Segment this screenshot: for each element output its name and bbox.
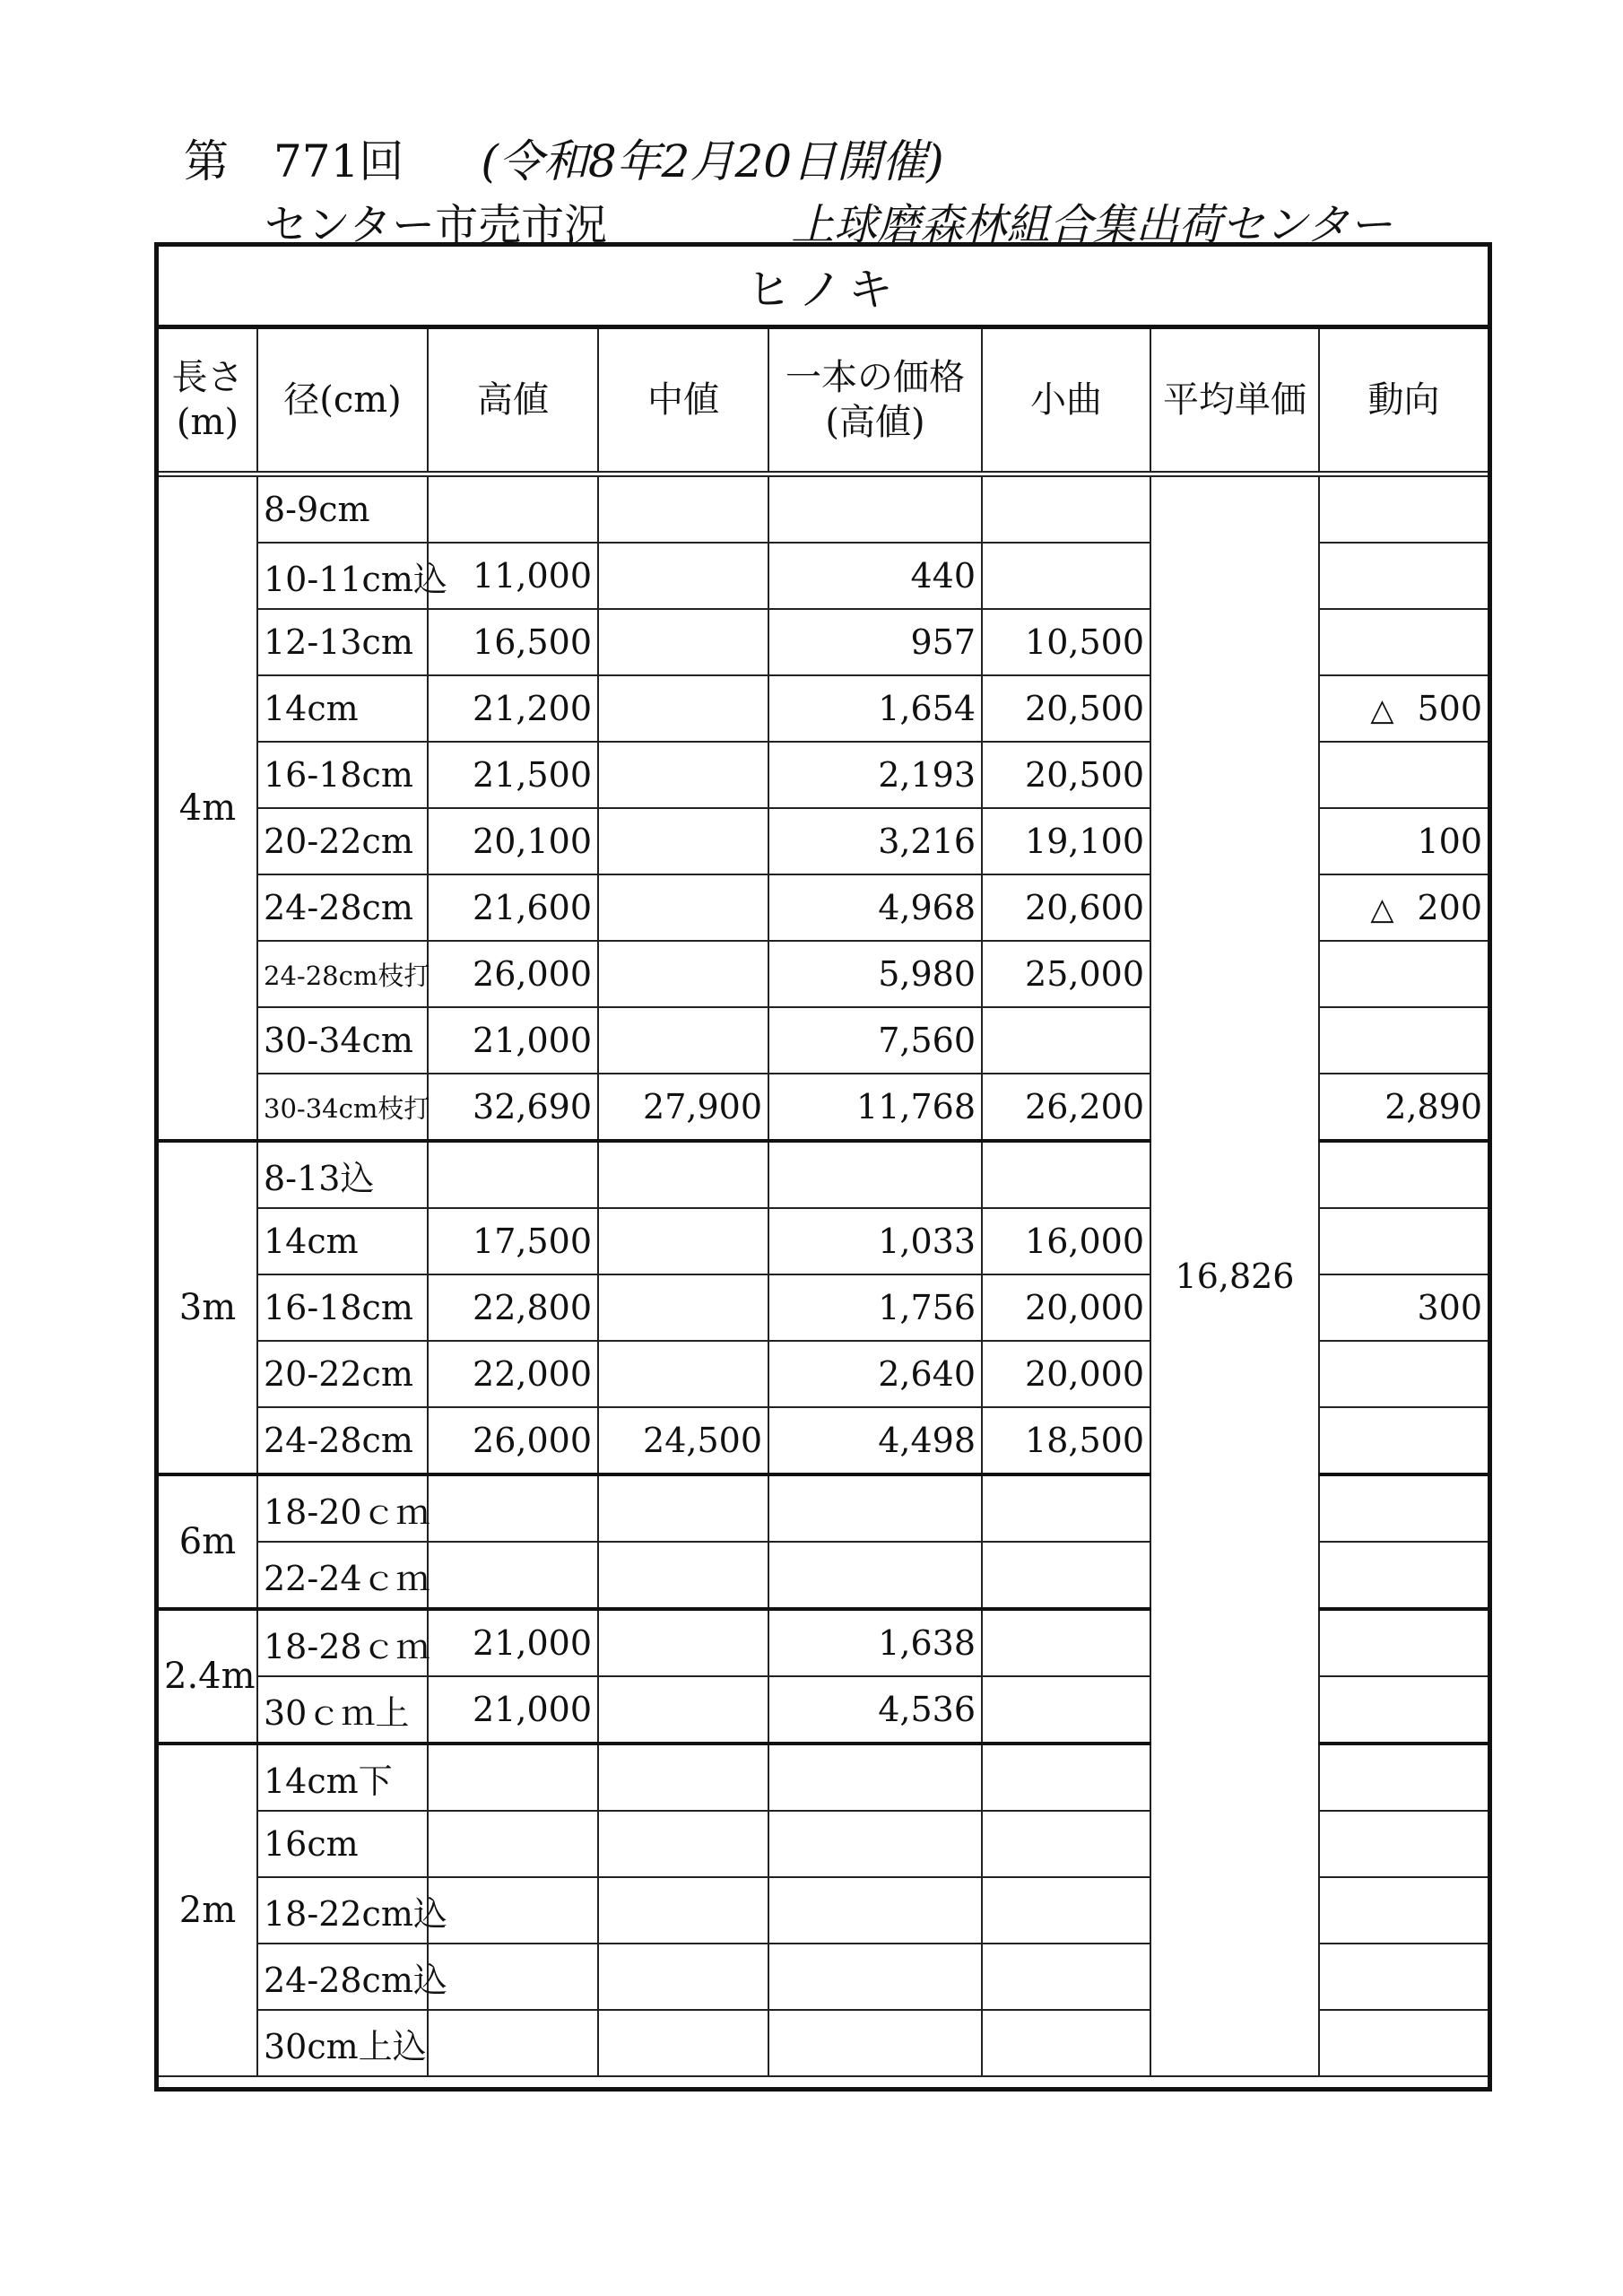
mid-price-cell bbox=[598, 675, 768, 742]
bent-price-cell bbox=[982, 1609, 1150, 1676]
diameter-cell: 30-34cm bbox=[257, 1007, 428, 1074]
decrease-triangle-icon: △ bbox=[1370, 692, 1394, 728]
per-log-price-cell bbox=[768, 1944, 982, 2010]
trend-value: 500 bbox=[1417, 689, 1482, 728]
high-price-cell: 17,500 bbox=[428, 1208, 598, 1274]
mid-price-cell bbox=[598, 1474, 768, 1542]
diameter-cell: 16-18cm bbox=[257, 1274, 428, 1341]
high-price-cell: 22,000 bbox=[428, 1341, 598, 1407]
trend-cell bbox=[1319, 543, 1488, 609]
bent-price-cell: 25,000 bbox=[982, 941, 1150, 1007]
mid-price-cell bbox=[598, 609, 768, 675]
diameter-cell: 24-28cm bbox=[257, 1407, 428, 1474]
bent-price-cell bbox=[982, 543, 1150, 609]
trend-cell bbox=[1319, 1944, 1488, 2010]
diameter-cell: 16cm bbox=[257, 1811, 428, 1877]
trend-cell bbox=[1319, 2010, 1488, 2076]
per-log-price-cell: 2,640 bbox=[768, 1341, 982, 1407]
per-log-price-cell bbox=[768, 474, 982, 544]
diameter-cell: 24-28cm枝打 bbox=[257, 941, 428, 1007]
high-price-cell bbox=[428, 2010, 598, 2076]
trend-cell bbox=[1319, 1208, 1488, 1274]
per-log-price-cell: 4,498 bbox=[768, 1407, 982, 1474]
mid-price-cell bbox=[598, 874, 768, 941]
bent-price-cell: 20,000 bbox=[982, 1341, 1150, 1407]
mid-price-cell bbox=[598, 474, 768, 544]
col-header-bent: 小曲 bbox=[982, 329, 1150, 474]
mid-price-cell: 27,900 bbox=[598, 1074, 768, 1141]
organization-name: 上球磨森林組合集出荷センター bbox=[791, 200, 1393, 250]
trend-cell bbox=[1319, 1141, 1488, 1208]
table-header-row bbox=[159, 329, 1488, 474]
diameter-cell: 18-22cm込 bbox=[257, 1877, 428, 1944]
bent-price-cell bbox=[982, 1007, 1150, 1074]
bent-price-cell: 20,000 bbox=[982, 1274, 1150, 1341]
mid-price-cell bbox=[598, 1341, 768, 1407]
bent-price-cell bbox=[982, 1141, 1150, 1208]
per-log-price-cell: 11,768 bbox=[768, 1074, 982, 1141]
per-log-price-cell bbox=[768, 2010, 982, 2076]
price-table bbox=[159, 329, 1488, 2077]
trend-cell bbox=[1319, 609, 1488, 675]
trend-cell bbox=[1319, 1074, 1488, 1141]
diameter-cell: 14cm bbox=[257, 675, 428, 742]
mid-price-cell bbox=[598, 2010, 768, 2076]
per-log-price-cell bbox=[768, 1877, 982, 1944]
bent-price-cell: 18,500 bbox=[982, 1407, 1150, 1474]
mid-price-cell bbox=[598, 1944, 768, 2010]
length-cell: 3m bbox=[159, 1141, 257, 1474]
diameter-cell: 12-13cm bbox=[257, 609, 428, 675]
mid-price-cell bbox=[598, 742, 768, 808]
high-price-cell bbox=[428, 1944, 598, 2010]
bent-price-cell: 16,000 bbox=[982, 1208, 1150, 1274]
length-cell: 2m bbox=[159, 1744, 257, 2076]
bent-price-cell bbox=[982, 1474, 1150, 1542]
high-price-cell: 26,000 bbox=[428, 1407, 598, 1474]
report-title: センター市売市況 bbox=[265, 200, 608, 250]
diameter-cell: 30-34cm枝打 bbox=[257, 1074, 428, 1141]
high-price-cell bbox=[428, 1744, 598, 1811]
diameter-cell: 10-11cm込 bbox=[257, 543, 428, 609]
diameter-cell: 16-18cm bbox=[257, 742, 428, 808]
high-price-cell bbox=[428, 1474, 598, 1542]
high-price-cell bbox=[428, 1141, 598, 1208]
diameter-cell: 30ｃｍ上 bbox=[257, 1676, 428, 1744]
mid-price-cell bbox=[598, 941, 768, 1007]
trend-value: 2,890 bbox=[1384, 1087, 1482, 1126]
col-header-length: 長さ (m) bbox=[159, 329, 257, 474]
length-cell: 6m bbox=[159, 1474, 257, 1609]
diameter-cell: 24-28cm込 bbox=[257, 1944, 428, 2010]
report-header bbox=[184, 126, 944, 190]
diameter-cell: 18-28ｃｍ bbox=[257, 1609, 428, 1676]
diameter-cell: 14cm bbox=[257, 1208, 428, 1274]
bent-price-cell: 10,500 bbox=[982, 609, 1150, 675]
trend-cell bbox=[1319, 675, 1488, 742]
col-header-mid: 中値 bbox=[598, 329, 768, 474]
decrease-triangle-icon: △ bbox=[1370, 891, 1394, 927]
per-log-price-cell: 4,968 bbox=[768, 874, 982, 941]
per-log-price-cell: 7,560 bbox=[768, 1007, 982, 1074]
length-cell: 2.4m bbox=[159, 1609, 257, 1744]
per-log-price-cell: 1,756 bbox=[768, 1274, 982, 1341]
table-body bbox=[159, 474, 1488, 2077]
high-price-cell bbox=[428, 1542, 598, 1609]
trend-cell bbox=[1319, 1407, 1488, 1474]
per-log-price-cell: 2,193 bbox=[768, 742, 982, 808]
mid-price-cell bbox=[598, 1542, 768, 1609]
high-price-cell: 22,800 bbox=[428, 1274, 598, 1341]
mid-price-cell bbox=[598, 1609, 768, 1676]
bent-price-cell: 19,100 bbox=[982, 808, 1150, 874]
bent-price-cell bbox=[982, 1676, 1150, 1744]
mid-price-cell bbox=[598, 1811, 768, 1877]
price-sheet bbox=[154, 242, 1492, 2092]
auction-date: (令和8年2月20日開催) bbox=[481, 135, 944, 187]
mid-price-cell bbox=[598, 1007, 768, 1074]
per-log-price-cell bbox=[768, 1141, 982, 1208]
trend-cell bbox=[1319, 1811, 1488, 1877]
diameter-cell: 20-22cm bbox=[257, 1341, 428, 1407]
mid-price-cell bbox=[598, 1208, 768, 1274]
col-header-per-log: 一本の価格 (高値) bbox=[768, 329, 982, 474]
mid-price-cell bbox=[598, 1877, 768, 1944]
trend-cell bbox=[1319, 1676, 1488, 1744]
trend-cell bbox=[1319, 1341, 1488, 1407]
mid-price-cell: 24,500 bbox=[598, 1407, 768, 1474]
diameter-cell: 24-28cm bbox=[257, 874, 428, 941]
high-price-cell: 21,000 bbox=[428, 1676, 598, 1744]
trend-cell bbox=[1319, 941, 1488, 1007]
average-unit-price-cell: 16,826 bbox=[1150, 474, 1319, 2077]
trend-cell bbox=[1319, 474, 1488, 544]
per-log-price-cell: 1,638 bbox=[768, 1609, 982, 1676]
per-log-price-cell: 1,654 bbox=[768, 675, 982, 742]
per-log-price-cell: 1,033 bbox=[768, 1208, 982, 1274]
trend-cell bbox=[1319, 742, 1488, 808]
table-row bbox=[159, 474, 1488, 544]
bent-price-cell: 20,600 bbox=[982, 874, 1150, 941]
trend-cell bbox=[1319, 1609, 1488, 1676]
trend-cell bbox=[1319, 1877, 1488, 1944]
per-log-price-cell: 5,980 bbox=[768, 941, 982, 1007]
bent-price-cell: 20,500 bbox=[982, 742, 1150, 808]
bent-price-cell bbox=[982, 1811, 1150, 1877]
high-price-cell: 21,200 bbox=[428, 675, 598, 742]
bent-price-cell: 20,500 bbox=[982, 675, 1150, 742]
bent-price-cell: 26,200 bbox=[982, 1074, 1150, 1141]
high-price-cell: 21,600 bbox=[428, 874, 598, 941]
per-log-price-cell bbox=[768, 1474, 982, 1542]
per-log-price-cell: 4,536 bbox=[768, 1676, 982, 1744]
mid-price-cell bbox=[598, 543, 768, 609]
high-price-cell: 32,690 bbox=[428, 1074, 598, 1141]
col-header-high: 高値 bbox=[428, 329, 598, 474]
diameter-cell: 14cm下 bbox=[257, 1744, 428, 1811]
col-header-trend: 動向 bbox=[1319, 329, 1488, 474]
high-price-cell: 26,000 bbox=[428, 941, 598, 1007]
bent-price-cell bbox=[982, 474, 1150, 544]
trend-value: 200 bbox=[1417, 888, 1482, 927]
diameter-cell: 30cm上込 bbox=[257, 2010, 428, 2076]
col-header-diameter: 径(cm) bbox=[257, 329, 428, 474]
bent-price-cell bbox=[982, 1744, 1150, 1811]
per-log-price-cell bbox=[768, 1744, 982, 1811]
trend-cell bbox=[1319, 1474, 1488, 1542]
per-log-price-cell: 3,216 bbox=[768, 808, 982, 874]
high-price-cell bbox=[428, 474, 598, 544]
high-price-cell: 20,100 bbox=[428, 808, 598, 874]
bent-price-cell bbox=[982, 2010, 1150, 2076]
trend-cell bbox=[1319, 1007, 1488, 1074]
length-cell: 4m bbox=[159, 474, 257, 1142]
diameter-cell: 22-24ｃｍ bbox=[257, 1542, 428, 1609]
trend-cell bbox=[1319, 874, 1488, 941]
per-log-price-cell: 440 bbox=[768, 543, 982, 609]
species-title: ヒノキ bbox=[159, 247, 1488, 329]
diameter-cell: 18-20ｃｍ bbox=[257, 1474, 428, 1542]
high-price-cell: 16,500 bbox=[428, 609, 598, 675]
trend-cell bbox=[1319, 1274, 1488, 1341]
high-price-cell: 21,000 bbox=[428, 1007, 598, 1074]
high-price-cell bbox=[428, 1877, 598, 1944]
mid-price-cell bbox=[598, 1676, 768, 1744]
mid-price-cell bbox=[598, 808, 768, 874]
col-header-avg: 平均単価 bbox=[1150, 329, 1319, 474]
per-log-price-cell: 957 bbox=[768, 609, 982, 675]
mid-price-cell bbox=[598, 1274, 768, 1341]
high-price-cell: 11,000 bbox=[428, 543, 598, 609]
bent-price-cell bbox=[982, 1542, 1150, 1609]
trend-cell bbox=[1319, 1542, 1488, 1609]
high-price-cell: 21,500 bbox=[428, 742, 598, 808]
auction-round: 第 771回 bbox=[184, 135, 404, 187]
trend-value: 100 bbox=[1417, 822, 1482, 861]
mid-price-cell bbox=[598, 1744, 768, 1811]
trend-cell bbox=[1319, 1744, 1488, 1811]
high-price-cell bbox=[428, 1811, 598, 1877]
high-price-cell: 21,000 bbox=[428, 1609, 598, 1676]
per-log-price-cell bbox=[768, 1542, 982, 1609]
mid-price-cell bbox=[598, 1141, 768, 1208]
bent-price-cell bbox=[982, 1944, 1150, 2010]
trend-value: 300 bbox=[1417, 1288, 1482, 1327]
diameter-cell: 8-9cm bbox=[257, 474, 428, 544]
diameter-cell: 8-13込 bbox=[257, 1141, 428, 1208]
trend-cell bbox=[1319, 808, 1488, 874]
per-log-price-cell bbox=[768, 1811, 982, 1877]
diameter-cell: 20-22cm bbox=[257, 808, 428, 874]
bent-price-cell bbox=[982, 1877, 1150, 1944]
